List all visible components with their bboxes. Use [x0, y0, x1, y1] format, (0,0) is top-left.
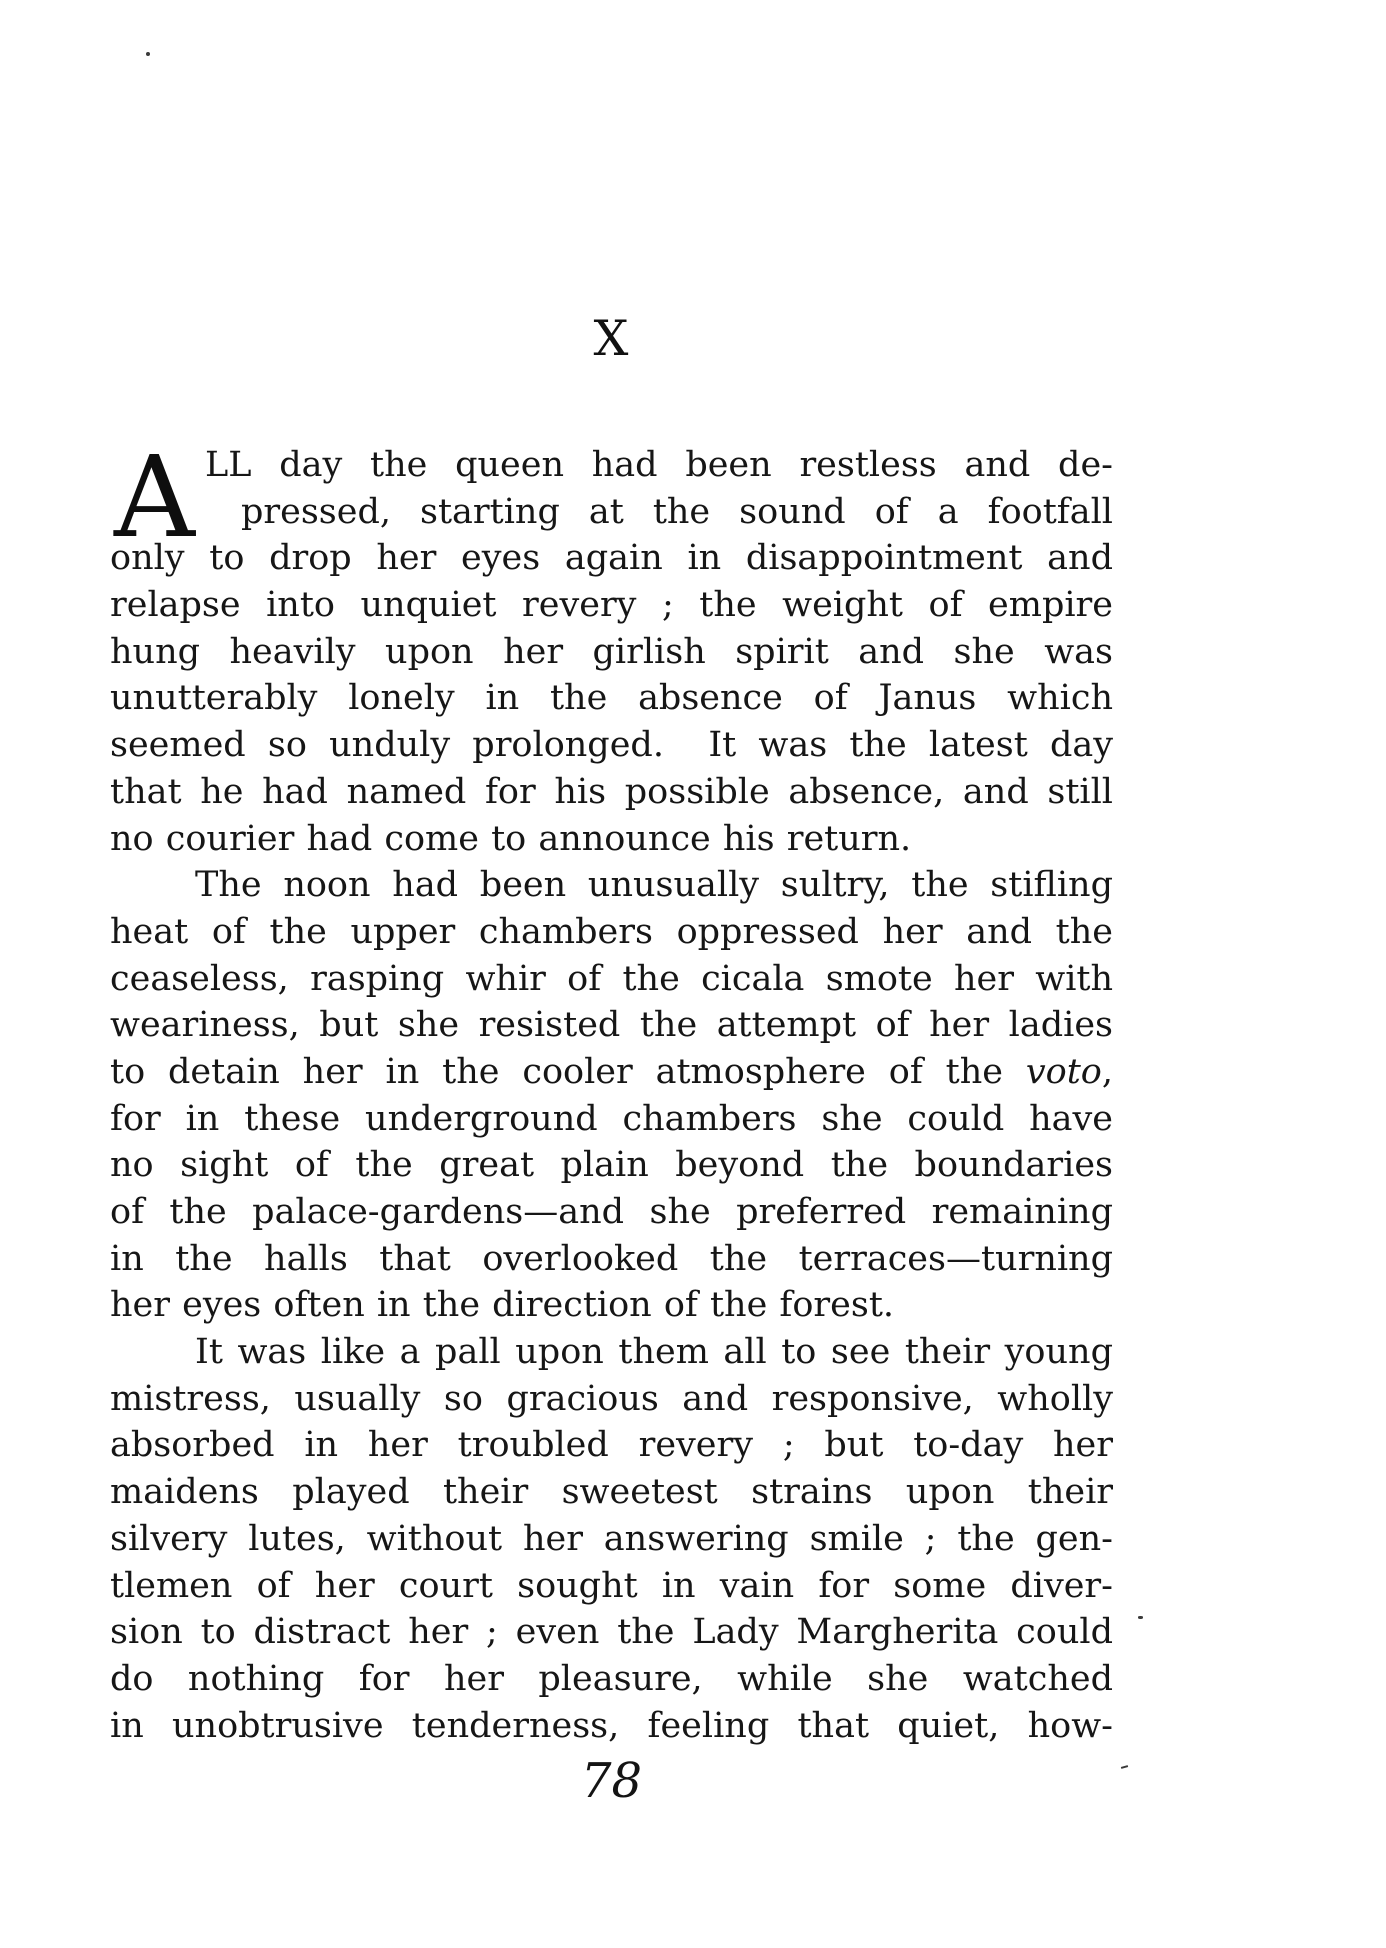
text-line [110, 816, 1113, 863]
text-line [110, 909, 1113, 956]
text-segment: ceaseless, rasping whir of the cicala smote her with [110, 958, 1113, 999]
text-line [110, 489, 1113, 536]
text-segment: of the palace-gardens—and she preferred remaining [110, 1192, 1113, 1232]
text-line [110, 1609, 1113, 1656]
text-line [110, 1096, 1113, 1143]
text-line [110, 442, 1113, 489]
text-segment: hung heavily upon her girlish spirit and she was [110, 631, 1113, 672]
text-segment: no courier had come to announce his return. [110, 818, 912, 859]
paragraph [110, 862, 1113, 1329]
text-segment: her eyes often in the direction of the forest. [110, 1285, 895, 1326]
paragraph [110, 433, 1113, 862]
text-segment: pressed, starting at the sound of a footfall [241, 491, 1113, 532]
body-text [110, 433, 1113, 1749]
text-line [110, 1703, 1113, 1750]
text-segment: maidens played their sweetest strains upon their [110, 1472, 1113, 1513]
text-segment: do nothing for her pleasure, while she watched [110, 1658, 1113, 1699]
text-line [110, 1329, 1113, 1376]
text-line [110, 535, 1113, 582]
text-segment: that he had named for his possible absence, and still [110, 771, 1113, 812]
text-line [110, 769, 1113, 816]
italic-word: voto [1025, 1051, 1102, 1092]
text-segment: mistress, usually so gracious and responsive, wholly [110, 1378, 1113, 1419]
text-line [110, 1002, 1113, 1049]
text-line [110, 1563, 1113, 1610]
text-line [110, 1516, 1113, 1563]
text-line [110, 1282, 1113, 1329]
text-segment: to detain her in the cooler atmosphere of the [110, 1051, 1026, 1092]
text-segment: seemed so unduly prolonged. It was the latest day [110, 725, 1113, 766]
ink-speck [1121, 1765, 1128, 1769]
text-line [110, 629, 1113, 676]
text-line [110, 1236, 1113, 1283]
text-line [110, 1142, 1113, 1189]
text-segment: in the halls that overlooked the terraces—turning [110, 1238, 1113, 1279]
text-segment: sion to distract her ; even the Lady Margherita could [110, 1612, 1113, 1653]
drop-cap: A [114, 433, 195, 563]
text-line [110, 675, 1113, 722]
text-segment: no sight of the great plain beyond the boundaries [110, 1145, 1113, 1186]
text-line [110, 956, 1113, 1003]
text-segment: , [1101, 1051, 1113, 1092]
text-segment: The noon had been unusually sultry, the stifling [195, 865, 1113, 906]
ink-speck [146, 52, 150, 56]
text-line [110, 1189, 1113, 1236]
text-segment: unutterably lonely in the absence of Janus which [110, 678, 1113, 719]
text-segment: absorbed in her troubled revery ; but to-day her [110, 1425, 1113, 1466]
text-segment: weariness, but she resisted the attempt of her ladies [110, 1005, 1113, 1046]
text-line [110, 582, 1113, 629]
text-line [110, 1656, 1113, 1703]
text-segment: only to drop her eyes again in disappointment and [110, 538, 1113, 579]
chapter-number: X [593, 310, 630, 367]
text-line [110, 722, 1113, 769]
text-segment: It was like a pall upon them all to see their young [195, 1332, 1113, 1373]
text-line [110, 1422, 1113, 1469]
text-line [110, 1376, 1113, 1423]
text-line [110, 862, 1113, 909]
text-line [110, 1469, 1113, 1516]
ink-speck [1138, 1616, 1143, 1619]
text-line [110, 1049, 1113, 1096]
paragraph [110, 1329, 1113, 1749]
text-segment: heat of the upper chambers oppressed her and the [110, 911, 1113, 952]
text-segment: LL day the queen had been restless and de- [205, 445, 1113, 485]
text-segment: for in these underground chambers she could have [110, 1098, 1113, 1139]
text-segment: tlemen of her court sought in vain for some diver- [110, 1565, 1113, 1606]
text-segment: silvery lutes, without her answering smile ; the gen- [110, 1518, 1113, 1559]
text-segment: in unobtrusive tenderness, feeling that quiet, how- [110, 1705, 1113, 1746]
text-segment: relapse into unquiet revery ; the weight of empire [110, 585, 1113, 626]
page-number: 78 [580, 1753, 643, 1809]
